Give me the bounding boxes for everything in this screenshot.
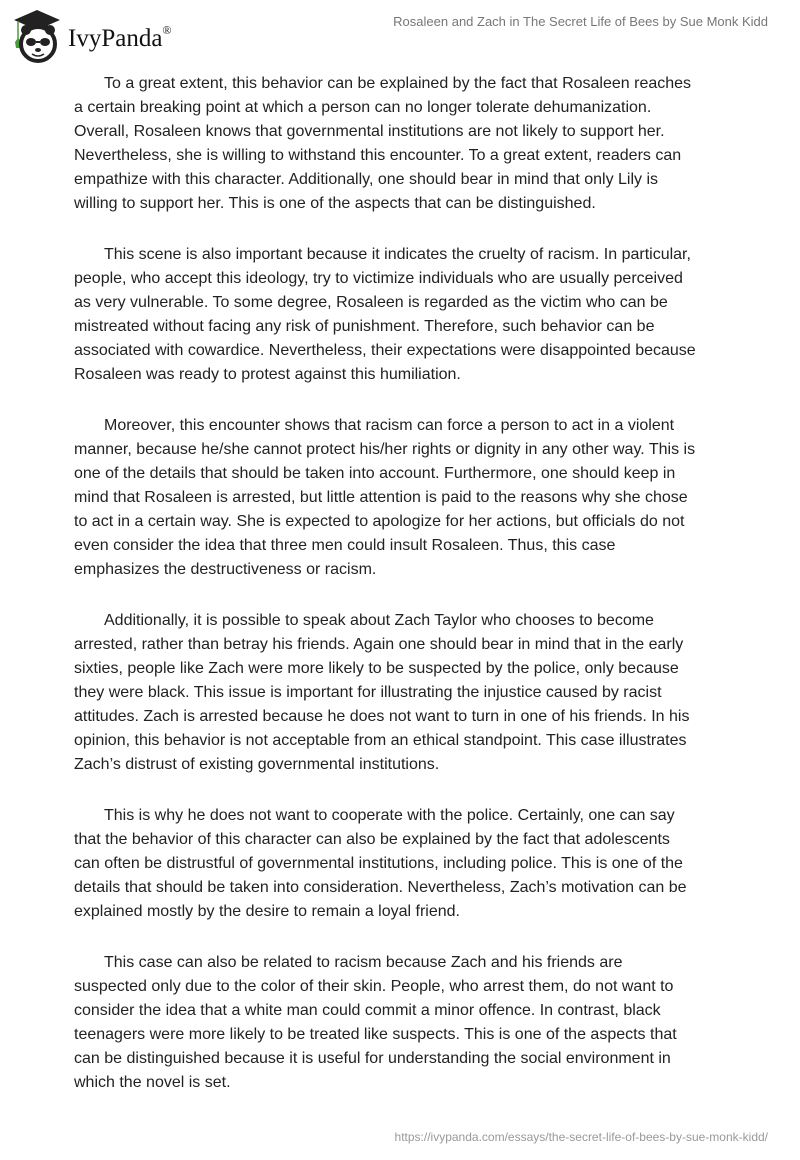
text-line: mind that Rosaleen is arrested, but little attention is paid to the reasons why she chose <box>74 489 688 506</box>
text-line: people, who accept this ideology, try to victimize individuals who are usually perceived <box>74 270 683 287</box>
text-line: teenagers were more likely to be treated like suspects. This is one of the aspects that <box>74 1026 677 1043</box>
text-line: can often be distrustful of governmental institutions, including police. This is one of the <box>74 855 683 872</box>
text-line: mistreated without facing any risk of punishment. Therefore, such behavior can be <box>74 318 655 335</box>
text-line: a certain breaking point at which a person can no longer tolerate dehumanization. <box>74 99 652 116</box>
source-url[interactable]: https://ivypanda.com/essays/the-secret-life-of-bees-by-sue-monk-kidd/ <box>394 1130 768 1144</box>
text-line: opinion, this behavior is not acceptable from an ethical standpoint. This case illustrates <box>74 732 687 749</box>
text-line: arrested, rather than betray his friends. Again one should bear in mind that in the early <box>74 636 684 653</box>
text-line: to act in a certain way. She is expected to apologize for her actions, but officials do not <box>74 513 685 530</box>
text-line: Moreover, this encounter shows that racism can force a person to act in a violent <box>104 417 675 434</box>
paragraph <box>74 414 774 582</box>
text-line: even consider the idea that three men could insult Rosaleen. Thus, this case <box>74 537 616 554</box>
paragraph <box>74 951 774 1095</box>
text-line: can be distinguished because it is useful for understanding the social environment in <box>74 1050 671 1067</box>
text-line: This is why he does not want to cooperate with the police. Certainly, one can say <box>104 807 675 824</box>
paragraph <box>74 243 774 387</box>
text-line: Nevertheless, she is willing to withstand this encounter. To a great extent, readers can <box>74 147 682 164</box>
text-line: emphasizes the destructiveness or racism. <box>74 561 377 578</box>
panda-graduate-icon <box>12 8 62 64</box>
text-line: willing to support her. This is one of the aspects that can be distinguished. <box>74 195 596 212</box>
text-line: suspected only due to the color of their skin. People, who arrest them, do not want to <box>74 978 674 995</box>
text-line: attitudes. Zach is arrested because he does not want to turn in one of his friends. In his <box>74 708 690 725</box>
text-line: explained mostly by the desire to remain a loyal friend. <box>74 903 460 920</box>
document-title: Rosaleen and Zach in The Secret Life of Bees by Sue Monk Kidd <box>393 14 768 29</box>
paragraph <box>74 609 774 777</box>
text-line: details that should be taken into consideration. Nevertheless, Zach’s motivation can be <box>74 879 687 896</box>
text-line: This scene is also important because it indicates the cruelty of racism. In particular, <box>104 246 691 263</box>
text-line: Additionally, it is possible to speak about Zach Taylor who chooses to become <box>104 612 654 629</box>
text-line: consider the idea that a white man could commit a minor offence. In contrast, black <box>74 1002 661 1019</box>
text-line: sixties, people like Zach were more likely to be suspected by the police, only because <box>74 660 679 677</box>
text-line: empathize with this character. Additionally, one should bear in mind that only Lily is <box>74 171 659 188</box>
text-line: they were black. This issue is important for illustrating the injustice caused by racist <box>74 684 662 701</box>
text-line: that the behavior of this character can also be explained by the fact that adolescents <box>74 831 670 848</box>
paragraph <box>74 72 774 216</box>
text-line: Overall, Rosaleen knows that governmental institutions are not likely to support her. <box>74 123 665 140</box>
text-line: associated with cowardice. Nevertheless, their expectations were disappointed because <box>74 342 696 359</box>
text-line: as very vulnerable. To some degree, Rosaleen is regarded as the victim who can be <box>74 294 668 311</box>
text-line: manner, because he/she cannot protect his/her rights or dignity in any other way. This is <box>74 441 696 458</box>
essay-body <box>74 72 774 1122</box>
ivypanda-logo[interactable] <box>12 8 172 64</box>
text-line: which the novel is set. <box>74 1074 231 1091</box>
text-line: Rosaleen was ready to protest against this humiliation. <box>74 366 461 383</box>
text-line: To a great extent, this behavior can be explained by the fact that Rosaleen reaches <box>104 75 692 92</box>
text-line: This case can also be related to racism because Zach and his friends are <box>104 954 623 971</box>
logo-text: IvyPanda® <box>68 23 172 52</box>
text-line: Zach’s distrust of existing governmental institutions. <box>74 756 440 773</box>
text-line: one of the details that should be taken into account. Furthermore, one should keep in <box>74 465 676 482</box>
paragraph <box>74 804 774 924</box>
